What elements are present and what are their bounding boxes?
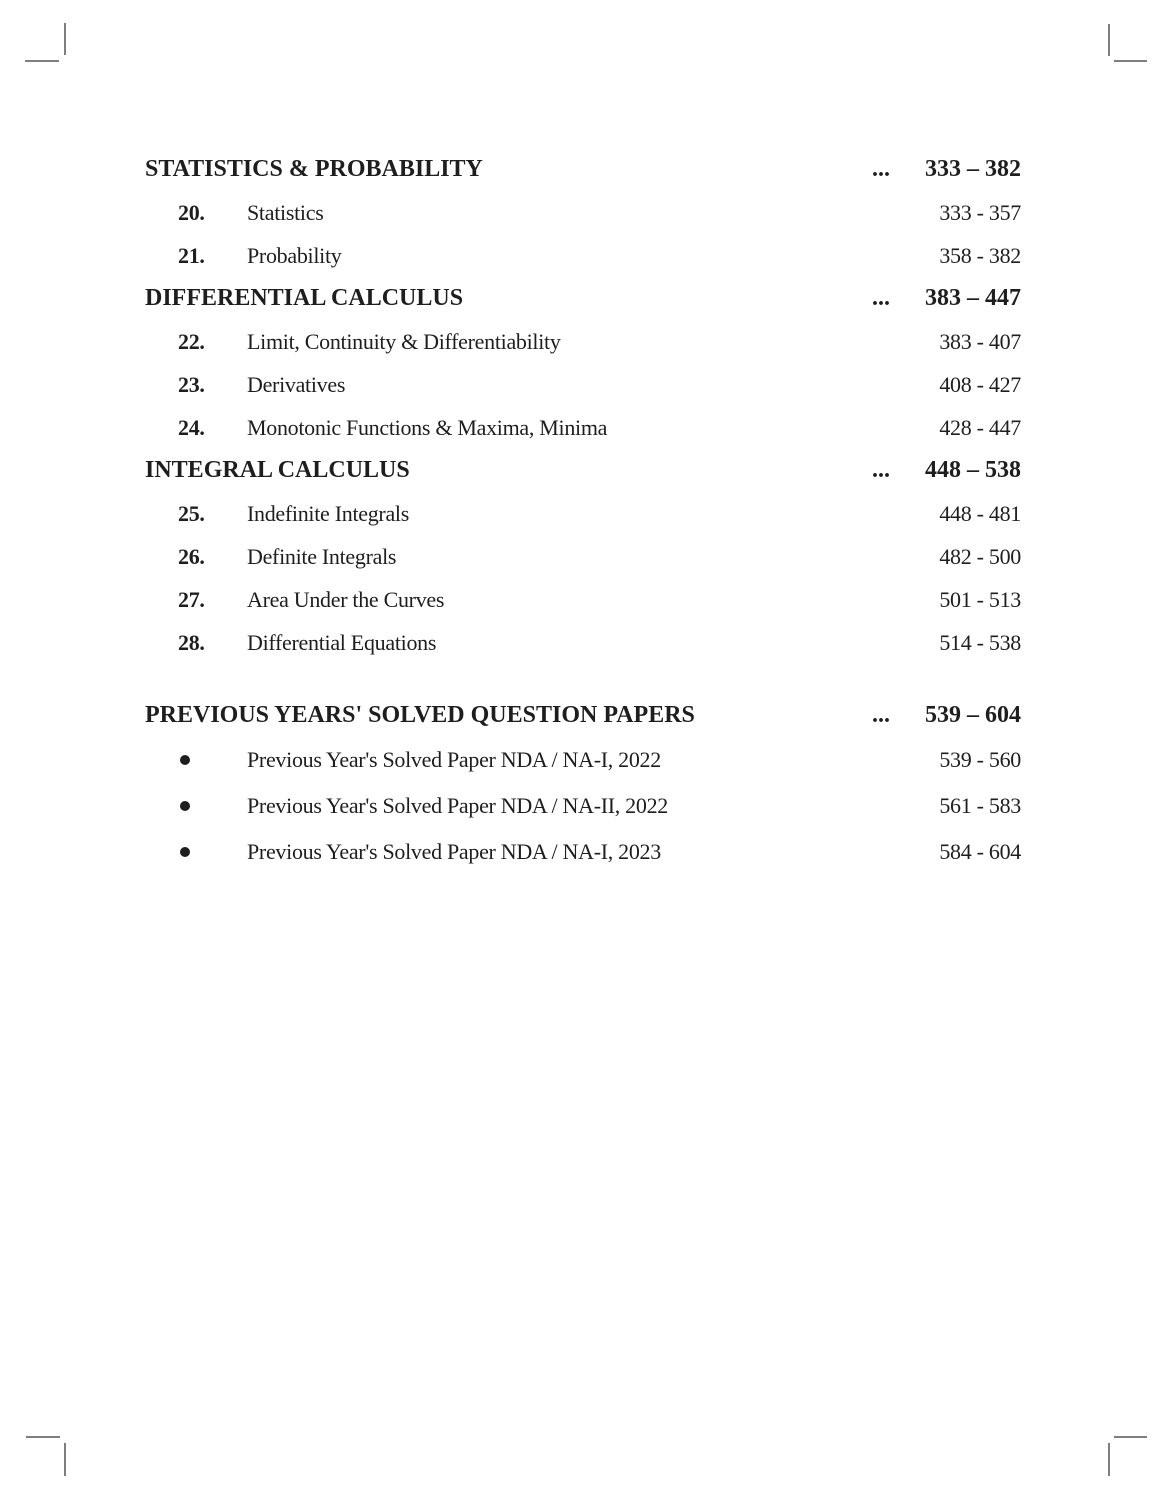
toc-chapter-row xyxy=(145,191,1021,234)
chapter-page-range: 383 - 407 xyxy=(939,328,1021,354)
crop-mark-bottom-left-horizontal xyxy=(26,1436,60,1438)
paper-title: Previous Year's Solved Paper NDA / NA-II, 2022 xyxy=(247,793,668,818)
chapter-title: Limit, Continuity & Differentiability xyxy=(247,328,561,354)
crop-mark-bottom-left-vertical xyxy=(64,1443,66,1476)
chapter-title: Derivatives xyxy=(247,371,346,397)
toc-section-row xyxy=(145,449,1021,492)
toc-chapter-row xyxy=(145,492,1021,535)
table-of-contents xyxy=(145,148,1021,875)
crop-mark-top-right-horizontal xyxy=(1114,60,1147,62)
section-page-range: 539 – 604 xyxy=(925,702,1021,728)
dots-leader: ... xyxy=(872,285,890,311)
chapter-title: Differential Equations xyxy=(247,629,437,655)
section-page-range: 333 – 382 xyxy=(925,156,1021,182)
section-title: DIFFERENTIAL CALCULUS xyxy=(145,285,464,311)
section-title: STATISTICS & PROBABILITY xyxy=(145,156,483,182)
paper-page-range: 584 - 604 xyxy=(939,839,1021,864)
section-title: INTEGRAL CALCULUS xyxy=(145,457,410,483)
crop-mark-bottom-right-vertical xyxy=(1108,1443,1110,1476)
paper-title: Previous Year's Solved Paper NDA / NA-I, 2022 xyxy=(247,747,661,772)
chapter-number: 28. xyxy=(178,629,205,655)
chapter-page-range: 333 - 357 xyxy=(939,199,1021,225)
chapter-title: Probability xyxy=(247,242,342,268)
chapter-number: 22. xyxy=(178,328,205,354)
toc-paper-row xyxy=(145,783,1021,829)
paper-title: Previous Year's Solved Paper NDA / NA-I, 2023 xyxy=(247,839,661,864)
bullet-icon xyxy=(180,801,190,811)
crop-mark-bottom-right-horizontal xyxy=(1114,1436,1147,1438)
toc-paper-row xyxy=(145,829,1021,875)
chapter-number: 25. xyxy=(178,500,205,526)
toc-paper-row xyxy=(145,737,1021,783)
section-page-range: 448 – 538 xyxy=(925,457,1021,483)
chapter-page-range: 482 - 500 xyxy=(939,543,1021,569)
crop-mark-top-left-horizontal xyxy=(25,60,59,62)
section-title: PREVIOUS YEARS' SOLVED QUESTION PAPERS xyxy=(145,702,695,728)
crop-mark-top-right-vertical xyxy=(1108,24,1110,56)
chapter-page-range: 358 - 382 xyxy=(939,242,1021,268)
toc-section-row xyxy=(145,277,1021,320)
chapter-number: 23. xyxy=(178,371,205,397)
chapter-number: 26. xyxy=(178,543,205,569)
chapter-page-range: 428 - 447 xyxy=(939,414,1021,440)
toc-chapter-row xyxy=(145,320,1021,363)
chapter-number: 27. xyxy=(178,586,205,612)
bullet-icon xyxy=(180,847,190,857)
chapter-page-range: 408 - 427 xyxy=(939,371,1021,397)
toc-section-row xyxy=(145,694,1021,737)
chapter-page-range: 448 - 481 xyxy=(939,500,1021,526)
bullet-icon xyxy=(180,755,190,765)
toc-chapter-row xyxy=(145,535,1021,578)
crop-mark-top-left-vertical xyxy=(64,23,66,55)
toc-chapter-row xyxy=(145,578,1021,621)
chapter-number: 20. xyxy=(178,199,205,225)
chapter-title: Area Under the Curves xyxy=(247,586,445,612)
toc-chapter-row xyxy=(145,406,1021,449)
chapter-title: Indefinite Integrals xyxy=(247,500,409,526)
chapter-title: Statistics xyxy=(247,199,324,225)
paper-page-range: 561 - 583 xyxy=(939,793,1021,818)
chapter-number: 21. xyxy=(178,242,205,268)
chapter-page-range: 501 - 513 xyxy=(939,586,1021,612)
dots-leader: ... xyxy=(872,702,890,728)
toc-section-row xyxy=(145,148,1021,191)
dots-leader: ... xyxy=(872,457,890,483)
section-page-range: 383 – 447 xyxy=(925,285,1021,311)
chapter-title: Monotonic Functions & Maxima, Minima xyxy=(247,414,608,440)
paper-page-range: 539 - 560 xyxy=(939,747,1021,772)
toc-chapter-row xyxy=(145,234,1021,277)
chapter-page-range: 514 - 538 xyxy=(939,629,1021,655)
dots-leader: ... xyxy=(872,156,890,182)
toc-chapter-row xyxy=(145,363,1021,406)
chapter-number: 24. xyxy=(178,414,205,440)
toc-chapter-row xyxy=(145,621,1021,664)
chapter-title: Definite Integrals xyxy=(247,543,397,569)
